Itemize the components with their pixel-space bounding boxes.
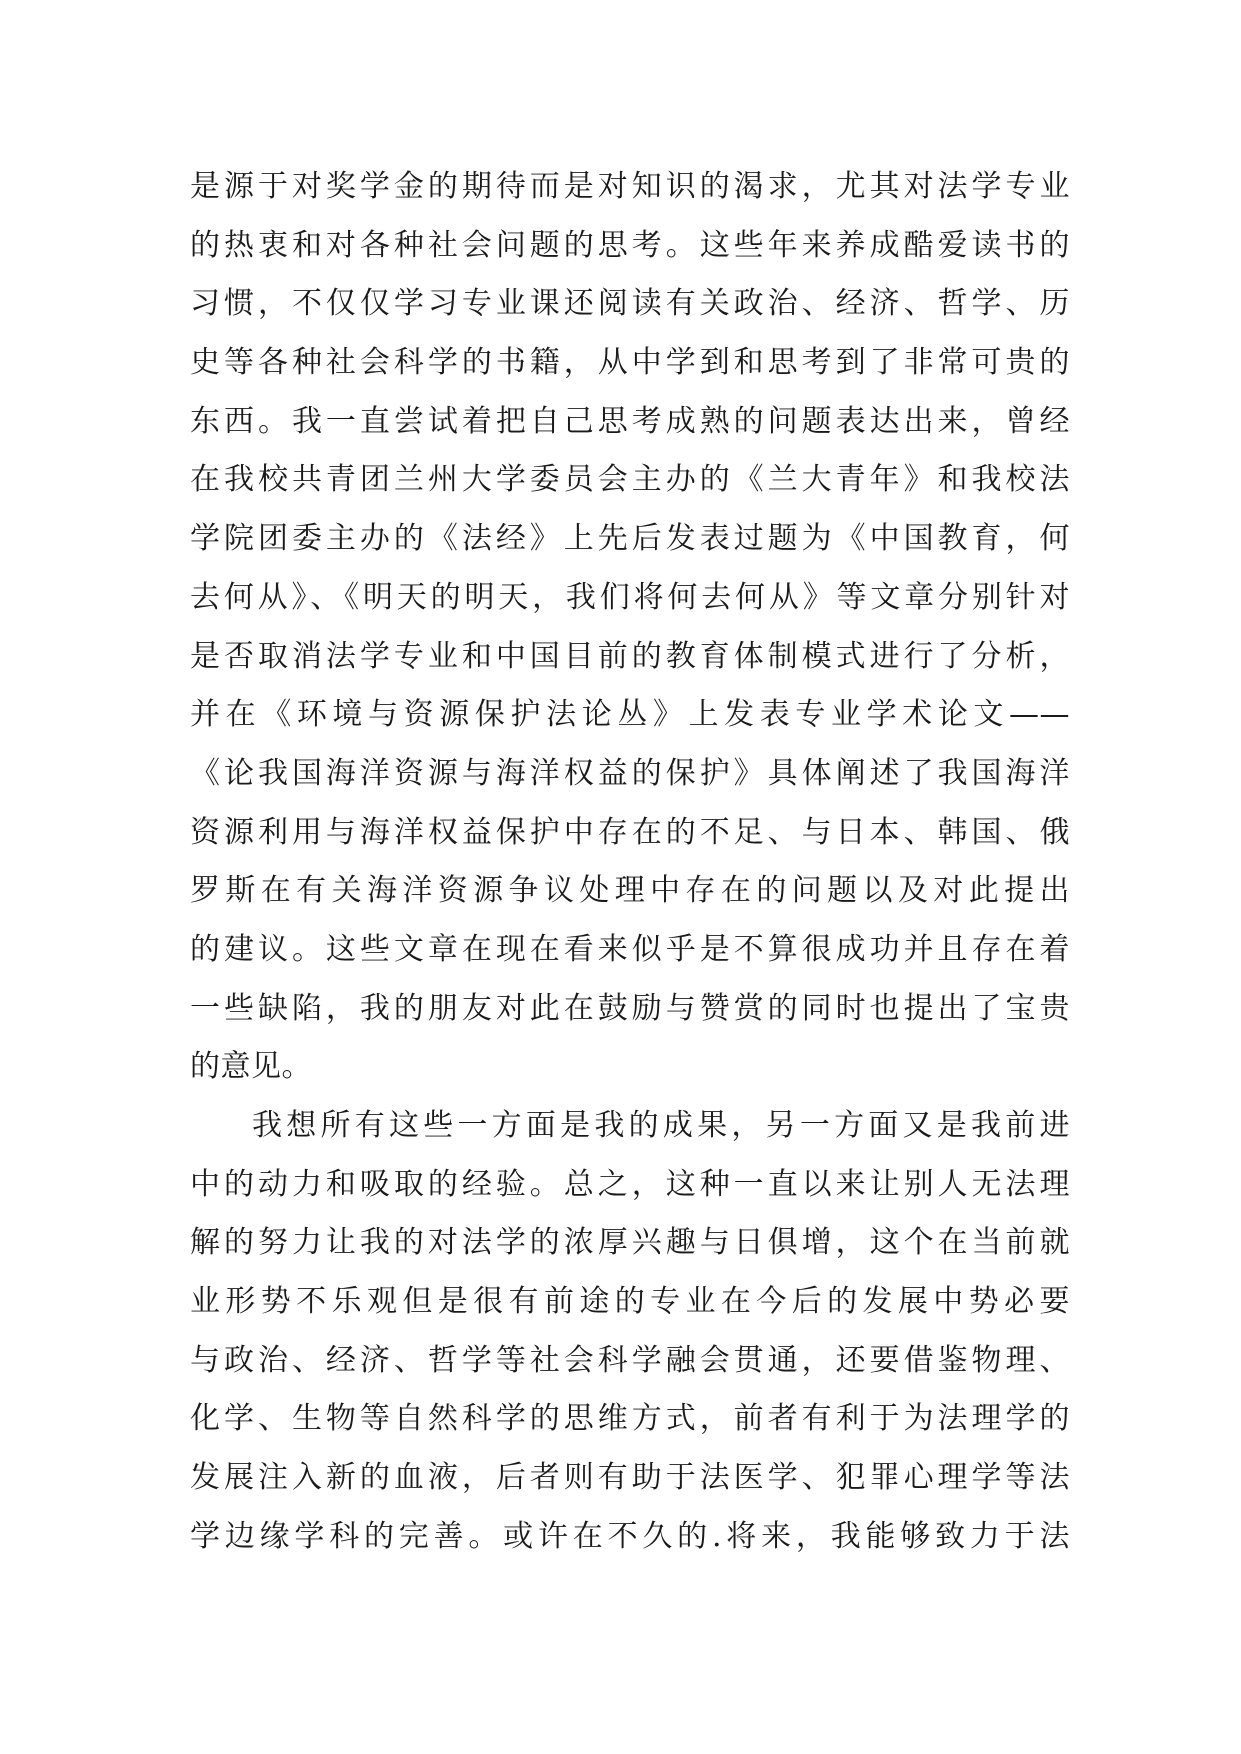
body-text xyxy=(190,158,1070,1567)
text-line: 罗斯在有关海洋资源争议处理中存在的问题以及对此提出 xyxy=(190,873,1070,909)
text-line: 在我校共青团兰州大学委员会主办的《兰大青年》和我校法 xyxy=(190,462,1070,498)
text-line: 是否取消法学专业和中国目前的教育体制模式进行了分析， xyxy=(190,638,1070,674)
text-line: 《论我国海洋资源与海洋权益的保护》具体阐述了我国海洋 xyxy=(190,755,1070,791)
text-line: 学边缘学科的完善。或许在不久的.将来，我能够致力于法 xyxy=(190,1518,1070,1554)
text-line: 发展注入新的血液，后者则有助于法医学、犯罪心理学等法 xyxy=(190,1460,1070,1496)
text-line: 并在《环境与资源保护法论丛》上发表专业学术论文—— xyxy=(190,697,1070,733)
text-line: 习惯，不仅仅学习专业课还阅读有关政治、经济、哲学、历 xyxy=(190,286,1070,322)
text-line: 资源利用与海洋权益保护中存在的不足、与日本、韩国、俄 xyxy=(190,814,1070,850)
text-line: 的意见。 xyxy=(190,1049,312,1085)
text-line: 我想所有这些一方面是我的成果，另一方面又是我前进 xyxy=(252,1108,1070,1143)
text-line: 学院团委主办的《法经》上先后发表过题为《中国教育，何 xyxy=(190,521,1070,557)
text-line: 去何从》、《明天的明天，我们将何去何从》等文章分别针对 xyxy=(190,579,1070,615)
text-line: 解的努力让我的对法学的浓厚兴趣与日俱增，这个在当前就 xyxy=(190,1225,1070,1261)
text-line: 一些缺陷，我的朋友对此在鼓励与赞赏的同时也提出了宝贵 xyxy=(190,990,1070,1026)
text-line: 化学、生物等自然科学的思维方式，前者有利于为法理学的 xyxy=(190,1401,1070,1437)
text-line: 东西。我一直尝试着把自己思考成熟的问题表达出来，曾经 xyxy=(190,403,1070,439)
text-line: 业形势不乐观但是很有前途的专业在今后的发展中势必要 xyxy=(190,1284,1070,1320)
text-line: 中的动力和吸取的经验。总之，这种一直以来让别人无法理 xyxy=(190,1166,1070,1202)
text-line: 史等各种社会科学的书籍，从中学到和思考到了非常可贵的 xyxy=(190,345,1070,381)
text-line: 的热衷和对各种社会问题的思考。这些年来养成酷爱读书的 xyxy=(190,227,1070,263)
text-line: 是源于对奖学金的期待而是对知识的渴求，尤其对法学专业 xyxy=(190,169,1070,204)
text-line: 与政治、经济、哲学等社会科学融会贯通，还要借鉴物理、 xyxy=(190,1342,1070,1378)
text-line: 的建议。这些文章在现在看来似乎是不算很成功并且存在着 xyxy=(190,931,1070,967)
